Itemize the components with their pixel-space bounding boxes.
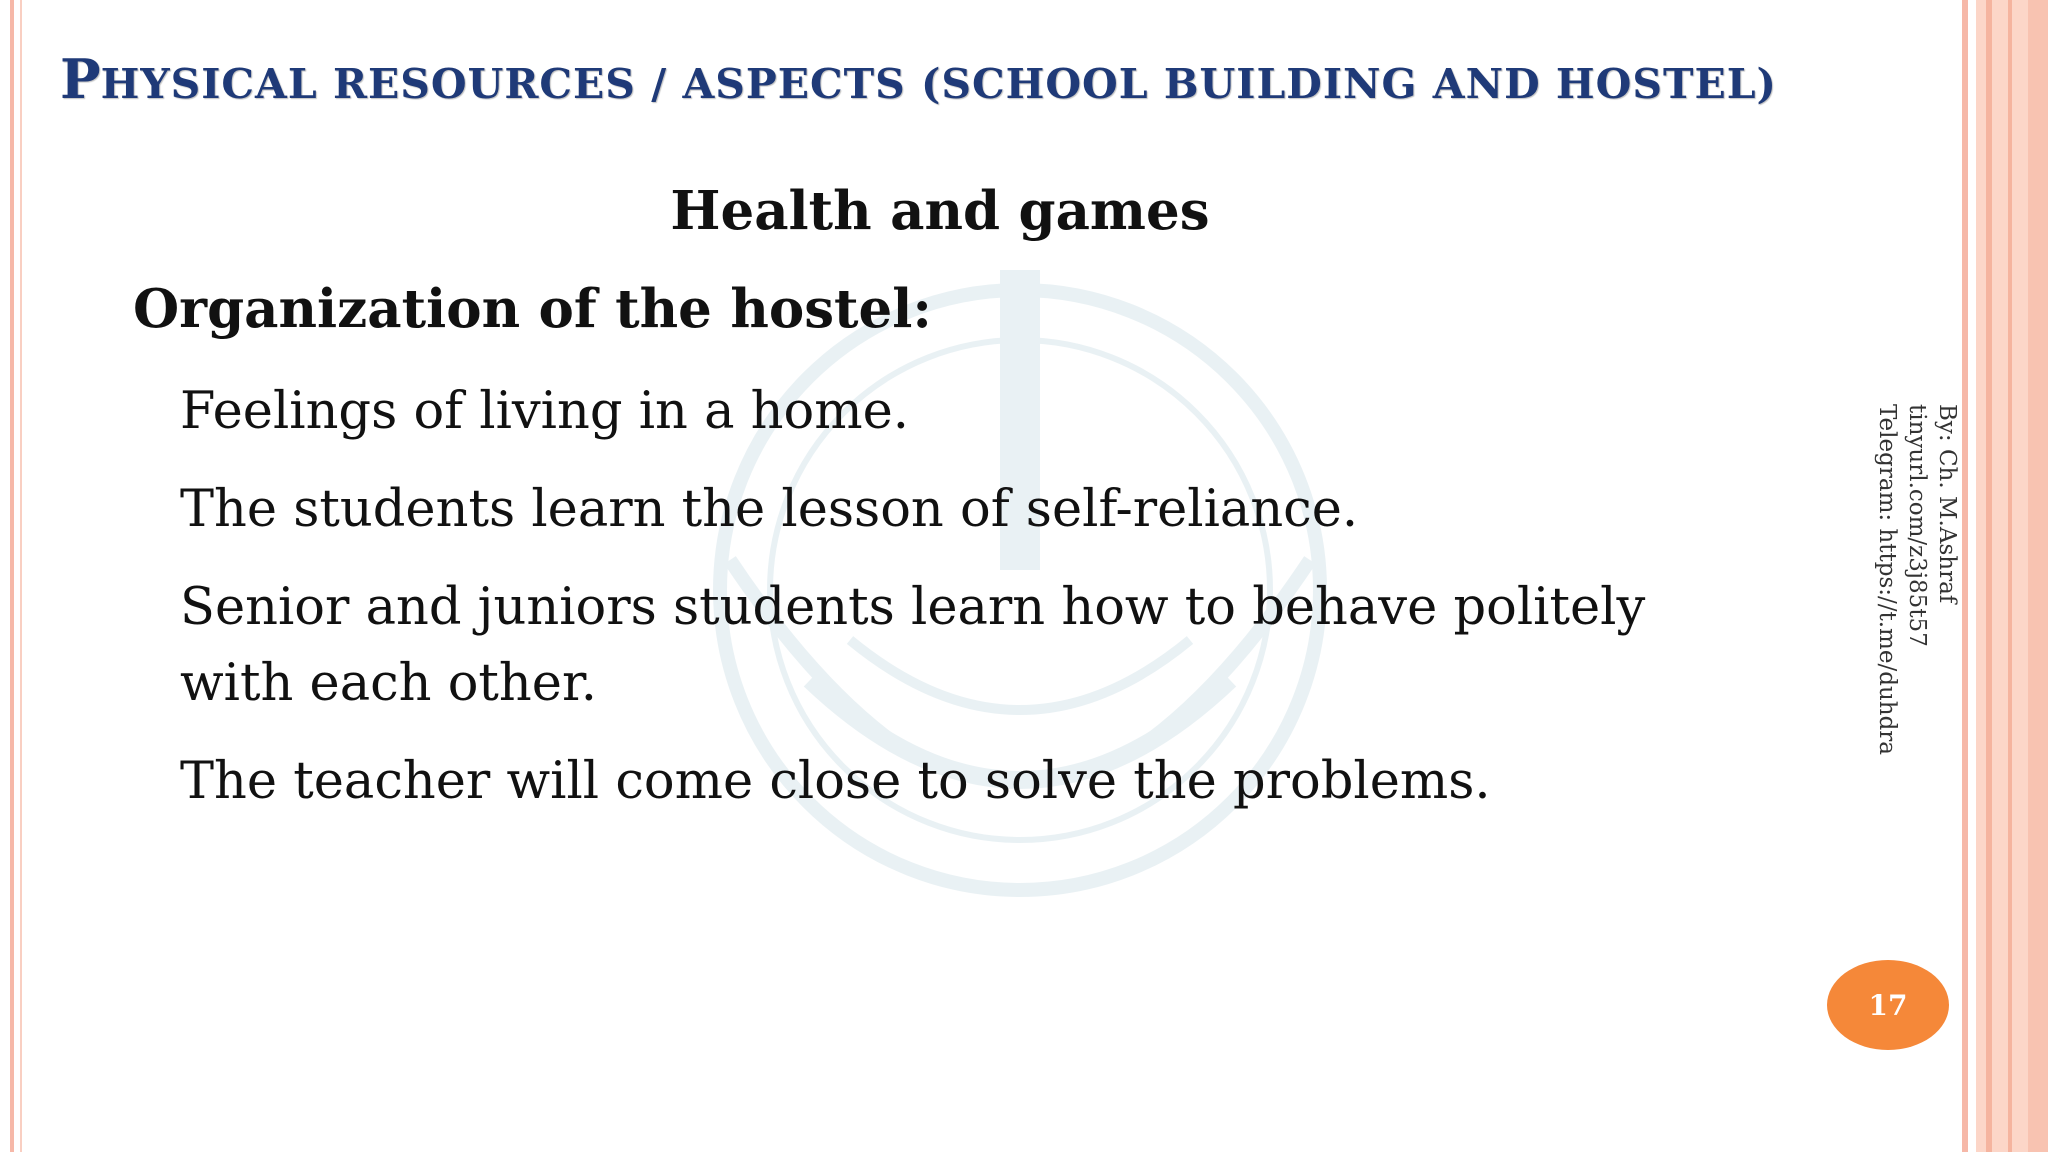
bullet-item: Feelings of living in a home. [180,382,909,441]
right-border-line-3 [2008,0,2012,1152]
page-number-badge: 17 [1827,960,1949,1050]
title-part1: HYSICAL RESOURCES / ASPECTS [100,60,921,108]
right-border-edge [2028,0,2048,1152]
section-heading: Organization of the hostel: [133,278,932,340]
side-credit [1874,404,1962,764]
credit-telegram: Telegram: https://t.me/duhdra [1874,404,1900,756]
right-border-line-2 [1986,0,1992,1152]
bullet-item: The students learn the lesson of self-reliance. [180,480,1359,539]
left-border-line-inner [20,0,22,1152]
right-border-line [1962,0,1968,1152]
credit-author: By: Ch. M.Ashraf [1934,404,1960,604]
slide-title [60,47,1940,111]
subheading: Health and games [670,180,1210,242]
left-border-line [10,0,14,1152]
title-initial: P [60,47,101,111]
credit-link: tinyurl.com/z3j85t57 [1904,404,1930,647]
title-part2: (SCHOOL BUILDING AND HOSTEL) [920,60,1777,108]
bullet-list [180,374,1680,842]
bullet-item: Senior and juniors students learn how to behave politely with each other. [180,578,1646,713]
bullet-item: The teacher will come close to solve the problems. [180,752,1491,811]
